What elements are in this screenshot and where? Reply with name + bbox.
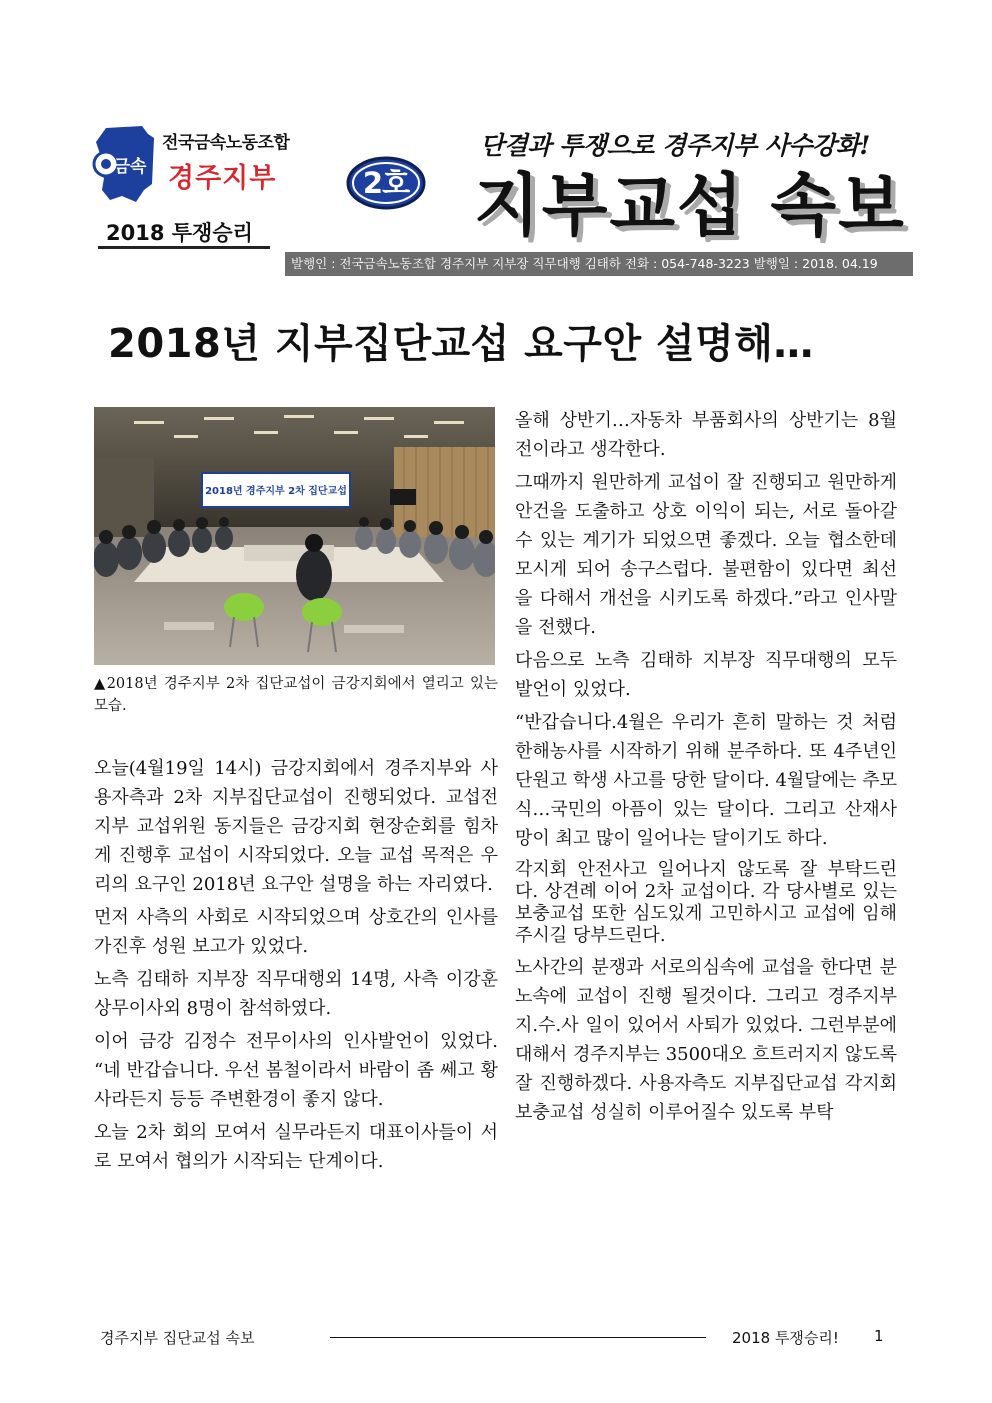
- paragraph: 노측 김태하 지부장 직무대행외 14명, 사측 이강훈 상무이사외 8명이 참석하였다.: [94, 969, 498, 1019]
- emblem-text: 금속: [113, 157, 147, 177]
- paragraph: 오늘 2차 회의 모여서 실무라든지 대표이사들이 서로 모여서 협의가 시작되는 단계이다.: [94, 1122, 498, 1172]
- branch-name: 경주지부: [168, 163, 277, 194]
- article-left-column: [94, 754, 498, 1180]
- photo-banner-text: 2018년 경주지부 2차 집단교섭: [205, 486, 347, 497]
- slogan-left: 2018 투쟁승리: [106, 221, 253, 245]
- publisher-bar: 발행인 : 전국금속노동조합 경주지부 지부장 직무대행 김태하 전화 : 054-748-3223 발행일 : 2018. 04.19: [285, 252, 913, 276]
- paragraph: 먼저 사측의 사회로 시작되었으며 상호간의 인사를 가진후 성원 보고가 있었다.: [94, 907, 498, 957]
- headline: 2018년 지부집단교섭 요구안 설명해…: [108, 321, 814, 367]
- paragraph: “반갑습니다.4월은 우리가 흔히 말하는 것 처럼 한해농사를 시작하기 위해 분주하다. 또 4주년인 단원고 학생 사고를 당한 달이다. 4월달에는 추모식…국민의 아픔이 있는 달이다. 그리고 산재사망이 최고 많이 일어나는 달이기도 하다.: [515, 712, 897, 849]
- paragraph: 오늘(4월19일 14시) 금강지회에서 경주지부와 사용자측과 2차 지부집단교섭이 진행되었다. 교섭전 지부 교섭위원 동지들은 금강지회 현장순회를 힘차게 진행후 교섭이 시작되었다. 오늘 교섭 목적은 우리의 요구인 2018년 요구안 설명을 하는 자리였다.: [94, 758, 498, 895]
- article-right-column: [515, 406, 897, 1131]
- footer-rule: [330, 1337, 706, 1338]
- issue-number: 2호: [362, 166, 410, 200]
- header-rule: [98, 246, 270, 249]
- footer-slogan: 2018 투쟁승리!: [732, 1329, 839, 1347]
- paragraph: 그때까지 원만하게 교섭이 잘 진행되고 원만하게 안건을 도출하고 상호 이익이 되는, 서로 돌아갈수 있는 계기가 되었으면 좋겠다. 오늘 협소한데 모시게 되어 송구스럽다. 불편함이 있다면 최선을 다해서 개선을 시키도록 하겠다.”라고 인사말을 전했다.: [515, 472, 897, 638]
- paragraph: 올해 상반기…자동차 부품회사의 상반기는 8월 전이라고 생각한다.: [515, 410, 897, 460]
- paragraph: 노사간의 분쟁과 서로의심속에 교섭을 한다면 분노속에 교섭이 진행 될것이다. 그리고 경주지부 지.수.사 일이 있어서 사퇴가 있었다. 그런부분에 대해서 경주지부는 3500대오 흐트러지지 않도록 잘 진행하겠다. 사용자측도 지부집단교섭 각지회 보충교섭 성실히 이루어질수 있도록 부탁: [515, 957, 897, 1123]
- paragraph: 각지회 안전사고 일어나지 않도록 잘 부탁드린다. 상견례 이어 2차 교섭이다. 각 당사별로 있는 보충교섭 또한 심도있게 고민하시고 교섭에 임해주시길 당부드린다.: [515, 859, 897, 946]
- paragraph: 다음으로 노측 김태하 지부장 직무대행의 모두 발언이 있었다.: [515, 650, 897, 700]
- footer-title: 경주지부 집단교섭 속보: [100, 1329, 255, 1347]
- paragraph: 이어 금강 김정수 전무이사의 인사발언이 있었다. “네 반갑습니다. 우선 봄철이라서 바람이 좀 쎄고 황사라든지 등등 주변환경이 좋지 않다.: [94, 1031, 498, 1110]
- tagline: 단결과 투쟁으로 경주지부 사수강화!: [480, 131, 870, 160]
- union-emblem-icon: [92, 124, 158, 204]
- photo-caption: ▲2018년 경주지부 2차 집단교섭이 금강지회에서 열리고 있는모습.: [94, 676, 498, 714]
- newsletter-title: 지부교섭 속보: [474, 167, 906, 246]
- page-number: 1: [874, 1327, 884, 1345]
- union-logo: [92, 122, 302, 212]
- org-name: 전국금속노동조합: [162, 133, 290, 153]
- meeting-photo: [94, 407, 495, 665]
